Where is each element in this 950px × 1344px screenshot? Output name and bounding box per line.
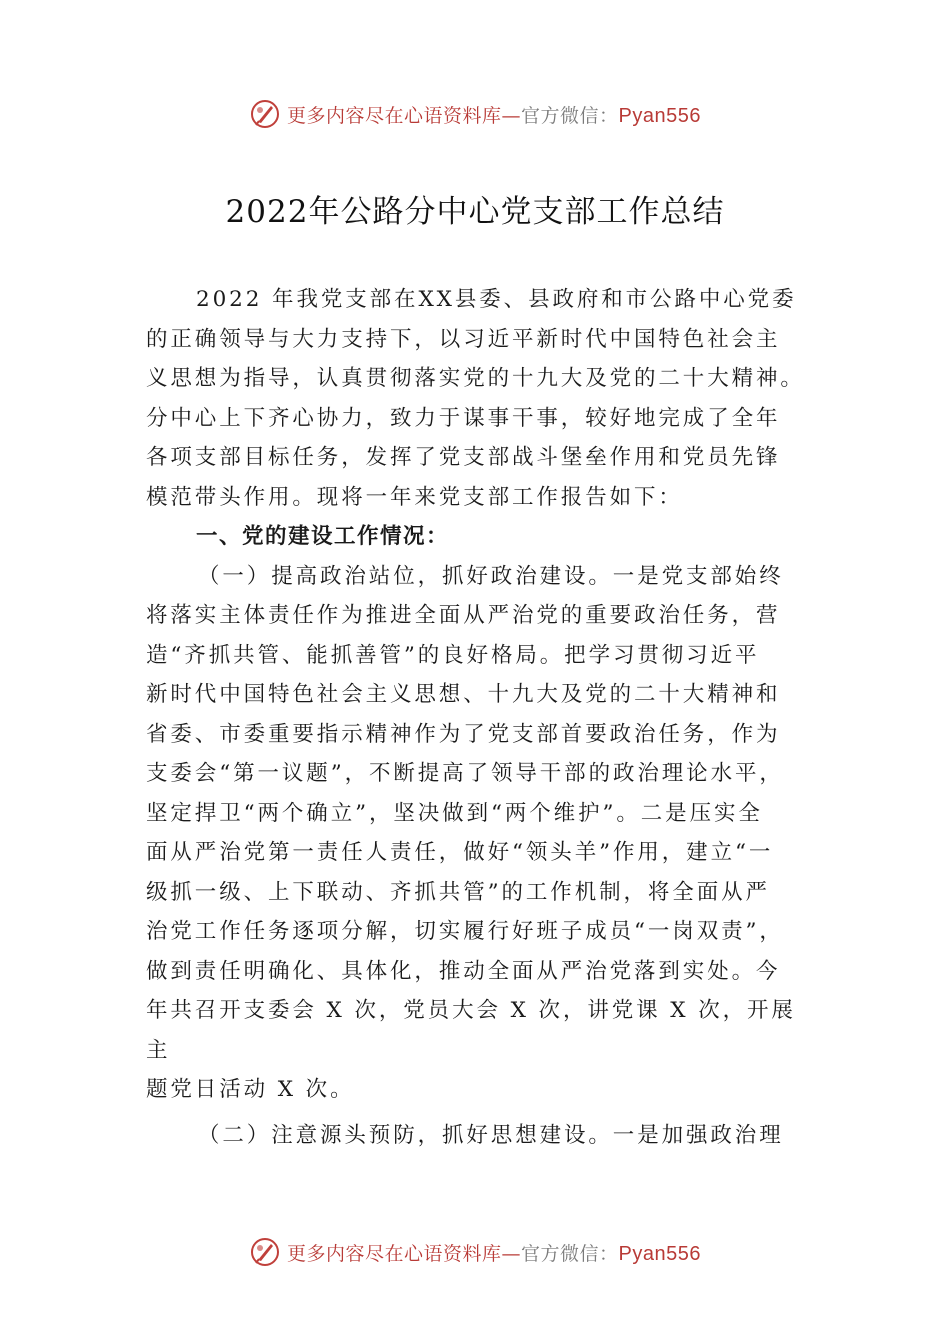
paragraph-line: 省委、市委重要指示精神作为了党支部首要政治任务，作为 xyxy=(146,721,781,747)
paragraph-line: （一）提高政治站位，抓好政治建设。一是党支部始终 xyxy=(198,563,784,589)
paragraph-line: 年共召开支委会 X 次，党员大会 X 次，讲党课 X 次，开展 xyxy=(146,998,796,1023)
paragraph-line: 造“齐抓共管、能抓善管”的良好格局。把学习贯彻习近平 xyxy=(146,642,760,668)
paragraph-line: 治党工作任务逐项分解，切实履行好班子成员“一岗双责”， xyxy=(146,919,784,944)
wechat-label: 官方微信： xyxy=(521,104,619,127)
paragraph-line: 做到责任明确化、具体化，推动全面从严治党落到实处。今 xyxy=(146,958,781,984)
brand-text: 更多内容尽在心语资料库 xyxy=(287,1242,502,1265)
paragraph-line: 支委会“第一议题”，不断提高了领导干部的政治理论水平， xyxy=(146,761,784,786)
document-body xyxy=(146,280,810,1155)
paragraph-line: 主 xyxy=(146,1037,171,1063)
paragraph-line: 模范带头作用。现将一年来党支部工作报告如下： xyxy=(146,484,683,510)
footer-banner xyxy=(0,1230,950,1274)
banner-dash: — xyxy=(501,104,522,127)
paragraph-line: 题党日活动 X 次。 xyxy=(146,1077,355,1102)
wechat-id: Pyan556 xyxy=(618,1242,701,1265)
paragraph-line: 分中心上下齐心协力，致力于谋事干事，较好地完成了全年 xyxy=(146,405,781,431)
paragraph-line: 面从严治党第一责任人责任，做好“领头羊”作用，建立“一 xyxy=(146,840,774,865)
paragraph-line: 级抓一级、上下联动、齐抓共管”的工作机制，将全面从严 xyxy=(146,879,770,905)
document-title: 2022年公路分中心党支部工作总结 xyxy=(225,194,725,230)
banner-dash: — xyxy=(501,1242,522,1265)
paragraph-line: （二）注意源头预防，抓好思想建设。一是加强政治理 xyxy=(198,1122,784,1148)
banner-text xyxy=(287,101,701,128)
paragraph-line: 新时代中国特色社会主义思想、十九大及党的二十大精神和 xyxy=(146,682,781,707)
wechat-id: Pyan556 xyxy=(618,104,701,127)
paragraph-line: 坚定捍卫“两个确立”，坚决做到“两个维护”。二是压实全 xyxy=(146,800,763,826)
wechat-label: 官方微信： xyxy=(521,1242,619,1265)
paragraph-line: 将落实主体责任作为推进全面从严治党的重要政治任务，营 xyxy=(146,603,781,628)
paragraph-line: 的正确领导与大力支持下，以习近平新时代中国特色社会主 xyxy=(146,326,781,352)
brand-text: 更多内容尽在心语资料库 xyxy=(287,104,502,127)
paragraph-line: 义思想为指导，认真贯彻落实党的十九大及党的二十大精神。 xyxy=(146,366,805,391)
paragraph-line: 各项支部目标任务，发挥了党支部战斗堡垒作用和党员先锋 xyxy=(146,445,781,470)
quill-pen-icon xyxy=(249,98,281,130)
section-heading: 一、党的建设工作情况： xyxy=(196,524,450,549)
paragraph-line: 2022 年我党支部在XX县委、县政府和市公路中心党委 xyxy=(196,287,797,312)
quill-pen-icon xyxy=(249,1236,281,1268)
banner-text xyxy=(287,1239,701,1266)
header-banner xyxy=(0,92,950,136)
